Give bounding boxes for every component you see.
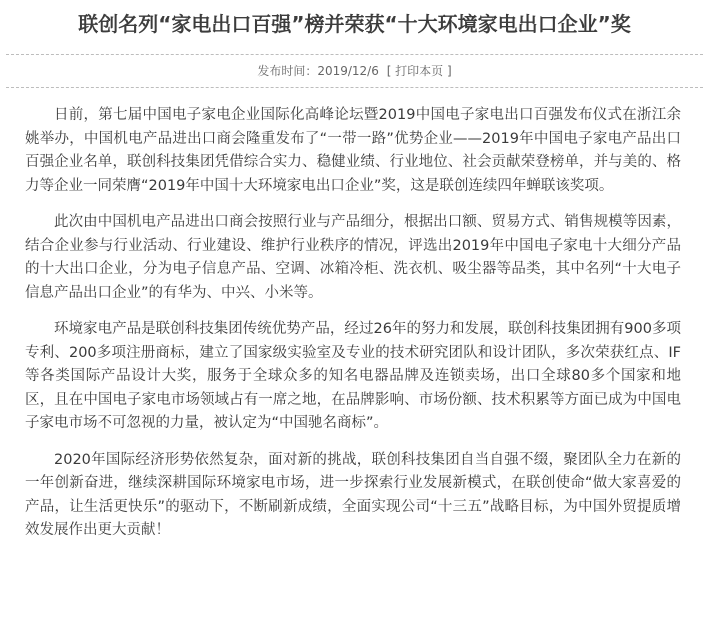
article-meta <box>0 62 709 80</box>
article-body <box>0 104 709 543</box>
paragraph-1: 日前，第七届中国电子家电企业国际化高峰论坛暨2019中国电子家电出口百强发布仪式在浙江余姚举办，中国机电产品进出口商会隆重发布了“一带一路”优势企业——2019年中国电子家电产品出口百强企业名单，联创科技集团凭借综合实力、稳健业绩、行业地位、社会贡献荣登榜单，并与美的、格力等企业一同荣膺“2019年中国十大环境家电出口企业”奖，这是联创连续四年蝉联该奖项。 <box>25 107 681 194</box>
paragraph-2: 此次由中国机电产品进出口商会按照行业与产品细分，根据出口额、贸易方式、销售规模等因素，结合企业参与行业活动、行业建设、维护行业秩序的情况，评选出2019年中国电子家电十大细分产品的十大出口企业，分为电子信息产品、空调、冰箱冷柜、洗衣机、吸尘器等品类，其中名列“十大电子信息产品出口企业”的有华为、中兴、小米等。 <box>25 214 681 301</box>
article-title: 联创名列“家电出口百强”榜并荣获“十大环境家电出口企业”奖 <box>78 12 631 36</box>
title-divider <box>6 54 703 55</box>
paragraph-4: 2020年国际经济形势依然复杂，面对新的挑战，联创科技集团自当自强不缀，聚团队全力在新的一年创新奋进，继续深耕国际环境家电市场，进一步探索行业发展新模式，在联创使命“做大家喜爱的产品，让生活更快乐”的驱动下，不断刷新成绩，全面实现公司“十三五”战略目标，为中国外贸提质增效发展作出更大贡献！ <box>25 451 681 538</box>
meta-divider <box>6 87 703 88</box>
paragraph-3: 环境家电产品是联创科技集团传统优势产品，经过26年的努力和发展，联创科技集团拥有900多项专利、200多项注册商标，建立了国家级实验室及专业的技术研究团队和设计团队，多次荣获红点、IF等各类国际产品设计大奖，服务于全球众多的知名电器品牌及连锁卖场，出口全球80多个国家和地区，且在中国电子家电市场领域占有一席之地，在品牌影响、市场份额、技术积累等方面已成为中国电子家电市场不可忽视的力量，被认定为“中国驰名商标”。 <box>25 321 681 431</box>
publish-date-label: 发布时间： <box>257 64 318 78</box>
publish-date-value: 2019/12/6 <box>317 64 379 78</box>
print-page-link[interactable]: [ 打印本页 ] <box>386 64 452 78</box>
